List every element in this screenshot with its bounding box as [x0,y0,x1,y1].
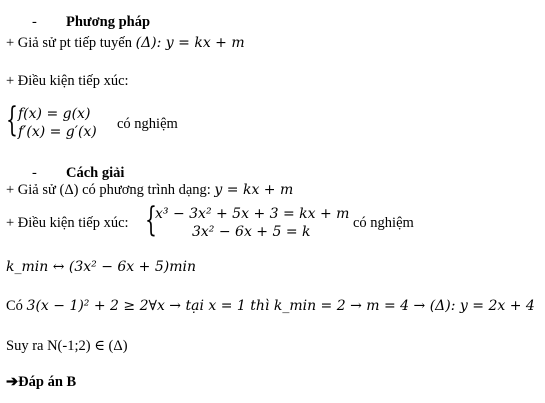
section2-line2-prefix: + Điều kiện tiếp xúc: [6,215,129,231]
section1-line2 [6,72,129,90]
section1-heading-line [6,13,150,31]
section2-heading: Cách giải [66,165,125,181]
section1-line1-prefix: + Giả sử pt tiếp tuyến [6,35,132,51]
answer-line [6,373,76,391]
section2-system-suffix: có nghiệm [353,215,414,231]
section2-line1-math: y = kx + m [214,182,294,198]
answer-text: Đáp án B [18,374,77,390]
section1-system-row1: f(x) = g(x) [18,106,91,122]
co-line [6,297,535,315]
section1-system-row2: f′(x) = g′(x) [18,124,97,140]
section1-dash: - [32,14,37,30]
co-line-math: 3(x − 1)² + 2 ≥ 2∀x → tại x = 1 thì k_min = 2 → m = 4 → (Δ): y = 2x + 4 [26,298,535,314]
section1-line1-math: (Δ): y = kx + m [135,35,245,51]
section2-system-row2: 3x² − 6x + 5 = k [192,224,311,240]
section1-line2-text: + Điều kiện tiếp xúc: [6,73,129,89]
suy-ra-line: Suy ra N(-1;2) ∈ (Δ) [6,338,128,354]
section2-line1-prefix: + Giả sử (Δ) có phương trình dạng: [6,182,211,198]
section2-system-row1: x³ − 3x² + 5x + 3 = kx + m [155,206,350,222]
arrow-icon: ➔ [6,374,19,390]
section2-system [145,200,445,241]
co-line-prefix: Có [6,298,23,314]
section1-system-brace: { [6,100,18,140]
section2-heading-line [6,164,124,182]
section1-line1 [6,34,245,52]
kmin-line: k_min ↔ (3x² − 6x + 5)min [6,259,196,275]
section2-line2 [6,214,129,232]
section1-system-suffix: có nghiệm [117,116,178,132]
section2-system-brace: { [145,200,157,240]
section1-system [6,100,226,141]
section1-heading: Phương pháp [66,14,151,30]
section2-dash: - [32,165,37,181]
section2-line1 [6,181,293,199]
